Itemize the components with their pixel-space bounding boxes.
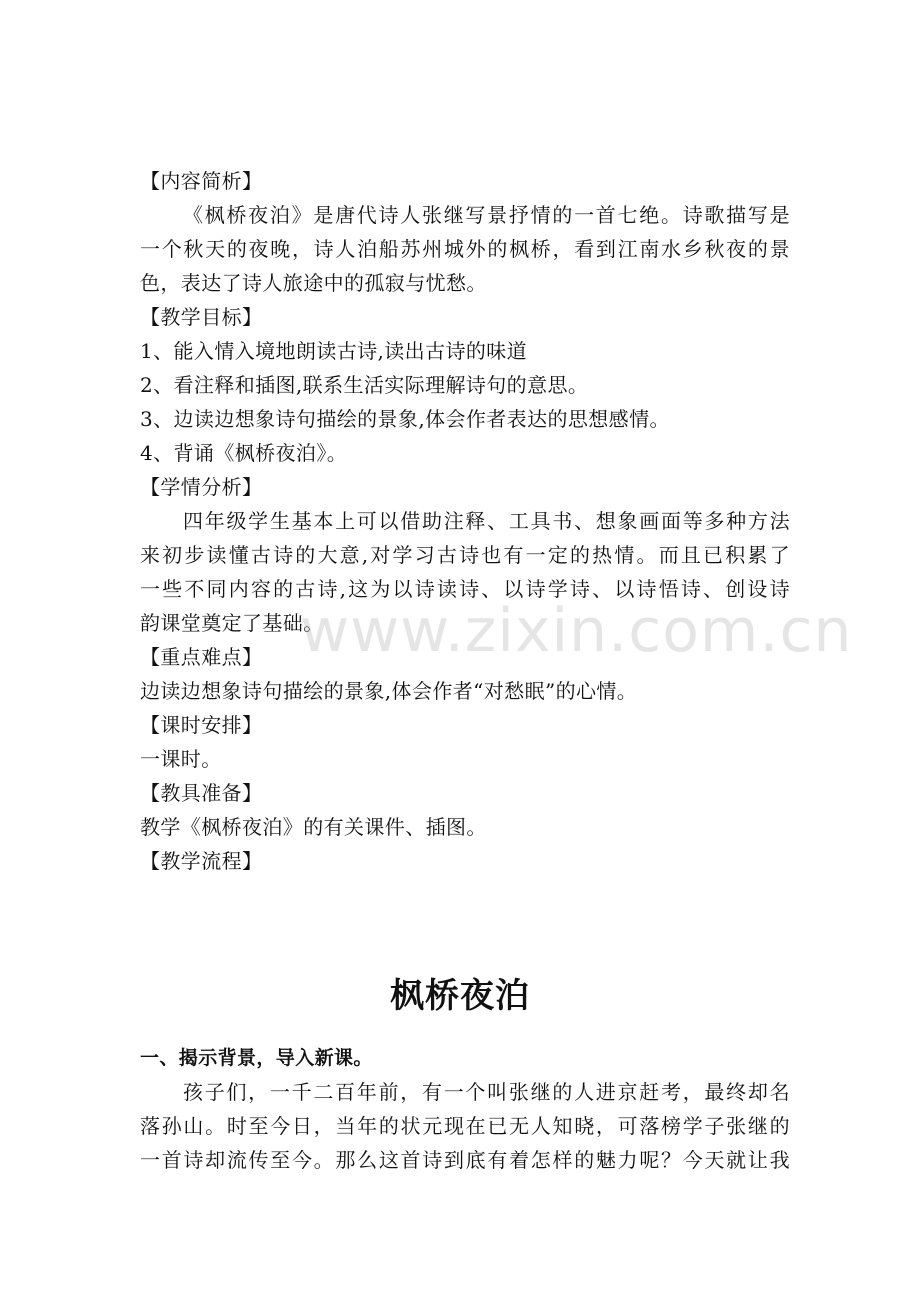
analysis-paragraph-line-1: 四年级学生基本上可以借助注释、工具书、想象画面等多种方法 <box>183 509 790 533</box>
content-paragraph-line-2: 一个秋天的夜晚，诗人泊船苏州城外的枫桥，看到江南水乡秋夜的景 <box>140 237 790 261</box>
heading-teaching-aids: 【教具准备】 <box>140 781 263 805</box>
heading-teaching-flow: 【教学流程】 <box>140 849 263 873</box>
content-paragraph-line-1: 《枫桥夜泊》是唐代诗人张继写景抒情的一首七绝。诗歌描写是 <box>183 203 790 227</box>
class-hours-text: 一课时。 <box>140 747 222 771</box>
content-paragraph-line-3: 色，表达了诗人旅途中的孤寂与忧愁。 <box>140 271 487 295</box>
heading-key-difficulties: 【重点难点】 <box>140 645 263 669</box>
teaching-aids-text: 教学《枫桥夜泊》的有关课件、插图。 <box>140 815 487 839</box>
poem-title: 枫桥夜泊 <box>390 976 530 1016</box>
goal-item-2: 2、看注释和插图,联系生活实际理解诗句的意思。 <box>140 373 589 397</box>
heading-learner-analysis: 【学情分析】 <box>140 475 263 499</box>
goal-item-3: 3、边读边想象诗句描绘的景象,体会作者表达的思想感情。 <box>140 407 670 431</box>
watermark-text: www.zixin.com.cn <box>300 596 853 666</box>
section-1-heading: 一、揭示背景，导入新课。 <box>140 1047 373 1069</box>
analysis-paragraph-line-3: 一些不同内容的古诗,这为以诗读诗、以诗学诗、以诗悟诗、创设诗 <box>140 577 790 601</box>
analysis-paragraph-line-2: 来初步读懂古诗的大意,对学习古诗也有一定的热情。而且已积累了 <box>140 543 790 567</box>
section-1-paragraph-line-1: 孩子们，一千二百年前，有一个叫张继的人进京赶考，最终却名 <box>183 1080 790 1104</box>
section-1-paragraph-line-3: 一首诗却流传至今。那么这首诗到底有着怎样的魅力呢？今天就让我 <box>140 1148 790 1172</box>
goal-item-1: 1、能入情入境地朗读古诗,读出古诗的味道 <box>140 339 528 363</box>
analysis-paragraph-line-4: 韵课堂奠定了基础。 <box>140 611 324 635</box>
heading-teaching-goals: 【教学目标】 <box>140 305 263 329</box>
heading-class-hours: 【课时安排】 <box>140 713 263 737</box>
key-difficulties-text: 边读边想象诗句描绘的景象,体会作者“对愁眠”的心情。 <box>140 679 638 703</box>
goal-item-4: 4、背诵《枫桥夜泊》。 <box>140 441 348 465</box>
section-1-paragraph-line-2: 落孙山。时至今日，当年的状元现在已无人知晓，可落榜学子张继的 <box>140 1114 790 1138</box>
heading-content-analysis: 【内容简析】 <box>140 169 263 193</box>
